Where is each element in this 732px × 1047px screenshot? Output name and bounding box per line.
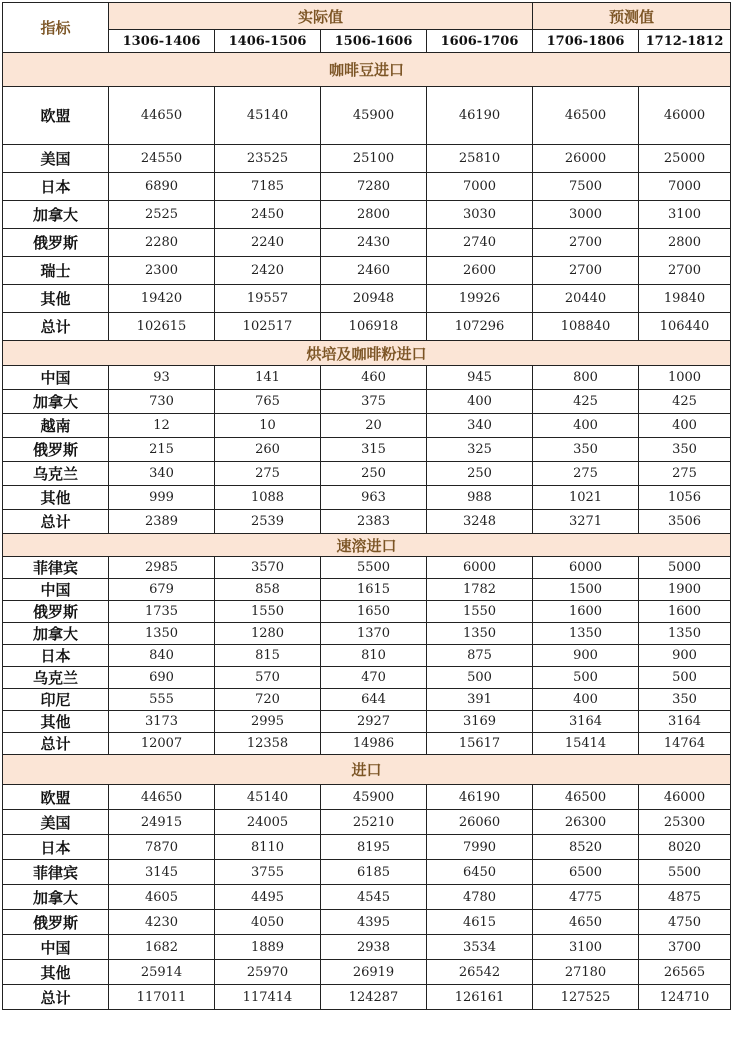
value-cell: 400 <box>533 689 639 711</box>
forecast-values-header: 预测值 <box>533 3 731 30</box>
value-cell: 10 <box>215 414 321 438</box>
row-label: 其他 <box>3 960 109 985</box>
value-cell: 250 <box>321 462 427 486</box>
row-label: 俄罗斯 <box>3 229 109 257</box>
value-cell: 275 <box>639 462 731 486</box>
value-cell: 102615 <box>109 313 215 341</box>
value-cell: 1900 <box>639 579 731 601</box>
section-header-row <box>3 341 731 366</box>
value-cell: 730 <box>109 390 215 414</box>
value-cell: 2460 <box>321 257 427 285</box>
value-cell: 800 <box>533 366 639 390</box>
value-cell: 24005 <box>215 810 321 835</box>
section-header-row <box>3 53 731 87</box>
row-label: 总计 <box>3 985 109 1010</box>
period-header: 1606-1706 <box>427 30 533 53</box>
section-title: 咖啡豆进口 <box>3 53 731 87</box>
value-cell: 5500 <box>639 860 731 885</box>
value-cell: 25970 <box>215 960 321 985</box>
value-cell: 93 <box>109 366 215 390</box>
value-cell: 46000 <box>639 785 731 810</box>
value-cell: 20948 <box>321 285 427 313</box>
row-label: 总计 <box>3 733 109 755</box>
value-cell: 1500 <box>533 579 639 601</box>
value-cell: 644 <box>321 689 427 711</box>
table-row <box>3 689 731 711</box>
row-label: 菲律宾 <box>3 557 109 579</box>
value-cell: 690 <box>109 667 215 689</box>
value-cell: 46000 <box>639 87 731 145</box>
value-cell: 3506 <box>639 510 731 534</box>
value-cell: 470 <box>321 667 427 689</box>
value-cell: 1600 <box>639 601 731 623</box>
value-cell: 27180 <box>533 960 639 985</box>
value-cell: 1782 <box>427 579 533 601</box>
value-cell: 26919 <box>321 960 427 985</box>
value-cell: 46500 <box>533 87 639 145</box>
table-row <box>3 257 731 285</box>
value-cell: 2280 <box>109 229 215 257</box>
value-cell: 900 <box>533 645 639 667</box>
value-cell: 2430 <box>321 229 427 257</box>
value-cell: 4230 <box>109 910 215 935</box>
table-row <box>3 229 731 257</box>
table-row <box>3 667 731 689</box>
value-cell: 7000 <box>639 173 731 201</box>
value-cell: 44650 <box>109 87 215 145</box>
section-title: 烘培及咖啡粉进口 <box>3 341 731 366</box>
value-cell: 2525 <box>109 201 215 229</box>
value-cell: 7990 <box>427 835 533 860</box>
value-cell: 275 <box>215 462 321 486</box>
value-cell: 1088 <box>215 486 321 510</box>
value-cell: 19926 <box>427 285 533 313</box>
value-cell: 900 <box>639 645 731 667</box>
value-cell: 250 <box>427 462 533 486</box>
value-cell: 8020 <box>639 835 731 860</box>
value-cell: 15414 <box>533 733 639 755</box>
row-label: 加拿大 <box>3 201 109 229</box>
table-row <box>3 510 731 534</box>
value-cell: 2420 <box>215 257 321 285</box>
value-cell: 1280 <box>215 623 321 645</box>
value-cell: 810 <box>321 645 427 667</box>
table-row <box>3 835 731 860</box>
value-cell: 3100 <box>639 201 731 229</box>
value-cell: 375 <box>321 390 427 414</box>
value-cell: 108840 <box>533 313 639 341</box>
section-title: 速溶进口 <box>3 534 731 557</box>
value-cell: 6000 <box>427 557 533 579</box>
value-cell: 14986 <box>321 733 427 755</box>
table-row <box>3 438 731 462</box>
value-cell: 765 <box>215 390 321 414</box>
row-label: 其他 <box>3 711 109 733</box>
row-label: 总计 <box>3 313 109 341</box>
value-cell: 570 <box>215 667 321 689</box>
row-label: 其他 <box>3 486 109 510</box>
value-cell: 460 <box>321 366 427 390</box>
value-cell: 3755 <box>215 860 321 885</box>
value-cell: 988 <box>427 486 533 510</box>
value-cell: 1021 <box>533 486 639 510</box>
value-cell: 20440 <box>533 285 639 313</box>
value-cell: 3534 <box>427 935 533 960</box>
value-cell: 500 <box>427 667 533 689</box>
value-cell: 25210 <box>321 810 427 835</box>
table-row <box>3 145 731 173</box>
value-cell: 46500 <box>533 785 639 810</box>
value-cell: 3248 <box>427 510 533 534</box>
value-cell: 679 <box>109 579 215 601</box>
value-cell: 2450 <box>215 201 321 229</box>
row-label: 总计 <box>3 510 109 534</box>
value-cell: 4615 <box>427 910 533 935</box>
value-cell: 2800 <box>639 229 731 257</box>
value-cell: 107296 <box>427 313 533 341</box>
table-row <box>3 711 731 733</box>
value-cell: 25100 <box>321 145 427 173</box>
value-cell: 3271 <box>533 510 639 534</box>
value-cell: 3169 <box>427 711 533 733</box>
value-cell: 400 <box>639 414 731 438</box>
value-cell: 19420 <box>109 285 215 313</box>
value-cell: 1350 <box>533 623 639 645</box>
period-header: 1306-1406 <box>109 30 215 53</box>
value-cell: 7000 <box>427 173 533 201</box>
row-label: 美国 <box>3 145 109 173</box>
value-cell: 24550 <box>109 145 215 173</box>
table-row <box>3 313 731 341</box>
row-label: 日本 <box>3 835 109 860</box>
value-cell: 45140 <box>215 785 321 810</box>
value-cell: 425 <box>639 390 731 414</box>
value-cell: 2700 <box>533 229 639 257</box>
row-label: 日本 <box>3 173 109 201</box>
table-row <box>3 985 731 1010</box>
value-cell: 340 <box>427 414 533 438</box>
section-header-row <box>3 534 731 557</box>
value-cell: 1735 <box>109 601 215 623</box>
value-cell: 840 <box>109 645 215 667</box>
value-cell: 4495 <box>215 885 321 910</box>
value-cell: 3145 <box>109 860 215 885</box>
row-label: 中国 <box>3 366 109 390</box>
value-cell: 2938 <box>321 935 427 960</box>
value-cell: 3173 <box>109 711 215 733</box>
value-cell: 8195 <box>321 835 427 860</box>
value-cell: 425 <box>533 390 639 414</box>
value-cell: 500 <box>639 667 731 689</box>
row-label: 加拿大 <box>3 623 109 645</box>
value-cell: 1370 <box>321 623 427 645</box>
value-cell: 1889 <box>215 935 321 960</box>
value-cell: 2927 <box>321 711 427 733</box>
value-cell: 275 <box>533 462 639 486</box>
value-cell: 126161 <box>427 985 533 1010</box>
value-cell: 45900 <box>321 87 427 145</box>
value-cell: 106440 <box>639 313 731 341</box>
value-cell: 5500 <box>321 557 427 579</box>
value-cell: 945 <box>427 366 533 390</box>
row-label: 欧盟 <box>3 785 109 810</box>
value-cell: 25810 <box>427 145 533 173</box>
value-cell: 215 <box>109 438 215 462</box>
value-cell: 7870 <box>109 835 215 860</box>
value-cell: 999 <box>109 486 215 510</box>
value-cell: 2389 <box>109 510 215 534</box>
value-cell: 1650 <box>321 601 427 623</box>
row-label: 印尼 <box>3 689 109 711</box>
value-cell: 858 <box>215 579 321 601</box>
value-cell: 141 <box>215 366 321 390</box>
value-cell: 46190 <box>427 785 533 810</box>
value-cell: 555 <box>109 689 215 711</box>
value-cell: 124710 <box>639 985 731 1010</box>
row-label: 加拿大 <box>3 885 109 910</box>
coffee-import-table <box>2 2 731 1010</box>
table-row <box>3 935 731 960</box>
value-cell: 6185 <box>321 860 427 885</box>
value-cell: 1350 <box>639 623 731 645</box>
value-cell: 1056 <box>639 486 731 510</box>
value-cell: 26542 <box>427 960 533 985</box>
value-cell: 14764 <box>639 733 731 755</box>
value-cell: 7185 <box>215 173 321 201</box>
table-row <box>3 462 731 486</box>
table-row <box>3 414 731 438</box>
value-cell: 4395 <box>321 910 427 935</box>
value-cell: 23525 <box>215 145 321 173</box>
value-cell: 1000 <box>639 366 731 390</box>
value-cell: 1350 <box>427 623 533 645</box>
section-header-row <box>3 755 731 785</box>
value-cell: 4750 <box>639 910 731 935</box>
value-cell: 46190 <box>427 87 533 145</box>
value-cell: 315 <box>321 438 427 462</box>
section-title: 进口 <box>3 755 731 785</box>
row-label: 中国 <box>3 579 109 601</box>
row-label: 菲律宾 <box>3 860 109 885</box>
row-label: 瑞士 <box>3 257 109 285</box>
value-cell: 6890 <box>109 173 215 201</box>
table-row <box>3 623 731 645</box>
table-row <box>3 87 731 145</box>
value-cell: 3700 <box>639 935 731 960</box>
value-cell: 3164 <box>533 711 639 733</box>
table-row <box>3 785 731 810</box>
value-cell: 106918 <box>321 313 427 341</box>
value-cell: 2740 <box>427 229 533 257</box>
table-row <box>3 173 731 201</box>
header-row-periods <box>3 30 731 53</box>
table-row <box>3 960 731 985</box>
value-cell: 720 <box>215 689 321 711</box>
period-header: 1506-1606 <box>321 30 427 53</box>
value-cell: 124287 <box>321 985 427 1010</box>
row-label: 越南 <box>3 414 109 438</box>
value-cell: 24915 <box>109 810 215 835</box>
period-header: 1706-1806 <box>533 30 639 53</box>
value-cell: 340 <box>109 462 215 486</box>
value-cell: 8520 <box>533 835 639 860</box>
value-cell: 3000 <box>533 201 639 229</box>
table-row <box>3 486 731 510</box>
table-row <box>3 201 731 229</box>
row-label: 乌克兰 <box>3 462 109 486</box>
value-cell: 19840 <box>639 285 731 313</box>
value-cell: 26565 <box>639 960 731 985</box>
value-cell: 7500 <box>533 173 639 201</box>
value-cell: 400 <box>533 414 639 438</box>
value-cell: 350 <box>639 438 731 462</box>
value-cell: 2800 <box>321 201 427 229</box>
value-cell: 875 <box>427 645 533 667</box>
row-label: 日本 <box>3 645 109 667</box>
value-cell: 26300 <box>533 810 639 835</box>
value-cell: 2700 <box>533 257 639 285</box>
value-cell: 1600 <box>533 601 639 623</box>
value-cell: 4650 <box>533 910 639 935</box>
value-cell: 963 <box>321 486 427 510</box>
value-cell: 1550 <box>215 601 321 623</box>
row-label: 美国 <box>3 810 109 835</box>
value-cell: 4605 <box>109 885 215 910</box>
table-row <box>3 601 731 623</box>
value-cell: 117414 <box>215 985 321 1010</box>
value-cell: 25914 <box>109 960 215 985</box>
value-cell: 260 <box>215 438 321 462</box>
value-cell: 12007 <box>109 733 215 755</box>
value-cell: 25300 <box>639 810 731 835</box>
value-cell: 4780 <box>427 885 533 910</box>
value-cell: 350 <box>639 689 731 711</box>
value-cell: 25000 <box>639 145 731 173</box>
value-cell: 26060 <box>427 810 533 835</box>
value-cell: 2300 <box>109 257 215 285</box>
value-cell: 117011 <box>109 985 215 1010</box>
row-label: 加拿大 <box>3 390 109 414</box>
table-row <box>3 910 731 935</box>
value-cell: 3030 <box>427 201 533 229</box>
value-cell: 45900 <box>321 785 427 810</box>
value-cell: 5000 <box>639 557 731 579</box>
header-row-top <box>3 3 731 30</box>
value-cell: 350 <box>533 438 639 462</box>
value-cell: 4050 <box>215 910 321 935</box>
value-cell: 1682 <box>109 935 215 960</box>
table-row <box>3 557 731 579</box>
value-cell: 6000 <box>533 557 639 579</box>
table-row <box>3 285 731 313</box>
value-cell: 12358 <box>215 733 321 755</box>
value-cell: 6500 <box>533 860 639 885</box>
value-cell: 44650 <box>109 785 215 810</box>
value-cell: 4545 <box>321 885 427 910</box>
value-cell: 500 <box>533 667 639 689</box>
value-cell: 8110 <box>215 835 321 860</box>
value-cell: 391 <box>427 689 533 711</box>
row-label: 俄罗斯 <box>3 910 109 935</box>
value-cell: 2600 <box>427 257 533 285</box>
value-cell: 3100 <box>533 935 639 960</box>
table-row <box>3 810 731 835</box>
value-cell: 7280 <box>321 173 427 201</box>
value-cell: 20 <box>321 414 427 438</box>
value-cell: 2985 <box>109 557 215 579</box>
value-cell: 19557 <box>215 285 321 313</box>
value-cell: 1350 <box>109 623 215 645</box>
table-row <box>3 733 731 755</box>
period-header: 1712-1812 <box>639 30 731 53</box>
value-cell: 2240 <box>215 229 321 257</box>
row-label: 中国 <box>3 935 109 960</box>
value-cell: 2700 <box>639 257 731 285</box>
value-cell: 2995 <box>215 711 321 733</box>
table-row <box>3 860 731 885</box>
table-row <box>3 390 731 414</box>
value-cell: 1615 <box>321 579 427 601</box>
value-cell: 102517 <box>215 313 321 341</box>
indicator-header: 指标 <box>3 3 109 53</box>
table-row <box>3 366 731 390</box>
row-label: 其他 <box>3 285 109 313</box>
value-cell: 15617 <box>427 733 533 755</box>
value-cell: 2539 <box>215 510 321 534</box>
value-cell: 6450 <box>427 860 533 885</box>
row-label: 欧盟 <box>3 87 109 145</box>
value-cell: 12 <box>109 414 215 438</box>
value-cell: 2383 <box>321 510 427 534</box>
value-cell: 26000 <box>533 145 639 173</box>
value-cell: 1550 <box>427 601 533 623</box>
value-cell: 4875 <box>639 885 731 910</box>
period-header: 1406-1506 <box>215 30 321 53</box>
row-label: 俄罗斯 <box>3 438 109 462</box>
value-cell: 127525 <box>533 985 639 1010</box>
value-cell: 4775 <box>533 885 639 910</box>
row-label: 乌克兰 <box>3 667 109 689</box>
row-label: 俄罗斯 <box>3 601 109 623</box>
value-cell: 3164 <box>639 711 731 733</box>
value-cell: 45140 <box>215 87 321 145</box>
value-cell: 3570 <box>215 557 321 579</box>
value-cell: 400 <box>427 390 533 414</box>
table-row <box>3 885 731 910</box>
value-cell: 325 <box>427 438 533 462</box>
value-cell: 815 <box>215 645 321 667</box>
table-row <box>3 645 731 667</box>
table-row <box>3 579 731 601</box>
actual-values-header: 实际值 <box>109 3 533 30</box>
